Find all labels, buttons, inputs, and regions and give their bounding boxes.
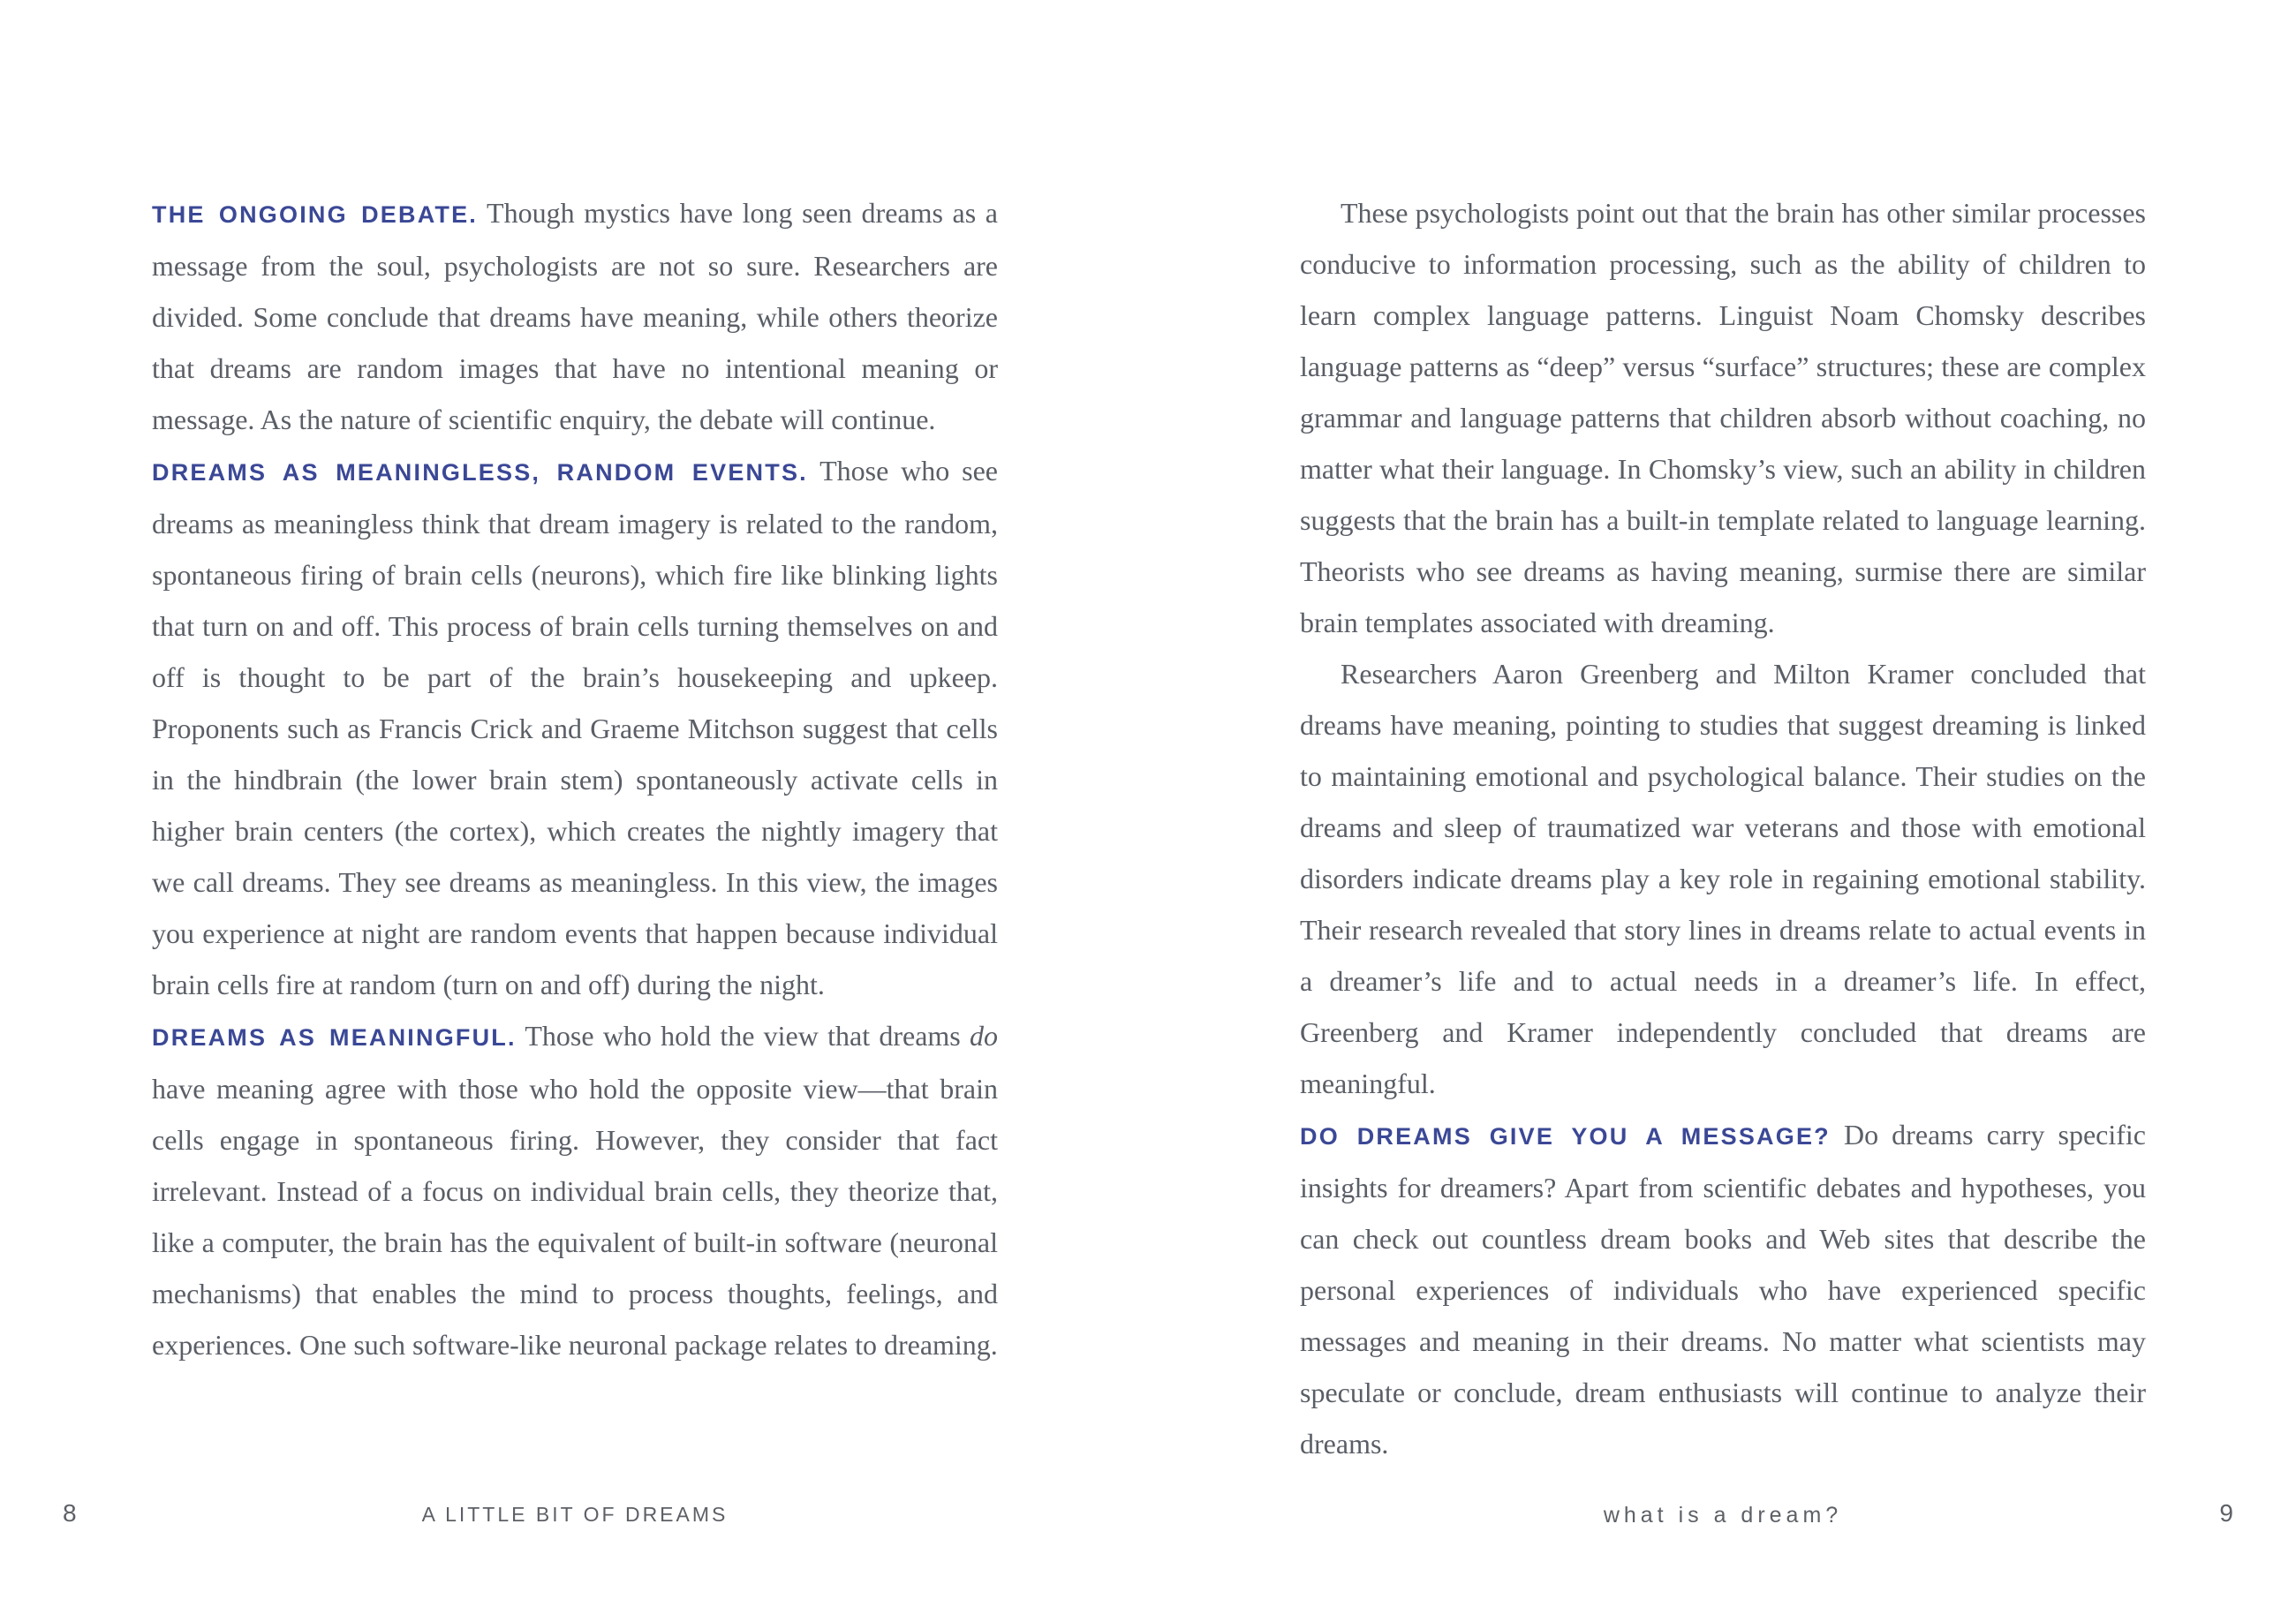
emphasized-word: do	[970, 1020, 999, 1052]
right-page-number: 9	[2219, 1499, 2233, 1527]
para-do-dreams-give-message	[1300, 1109, 2146, 1469]
para-the-ongoing-debate	[152, 187, 998, 445]
section-heading: DO DREAMS GIVE YOU A MESSAGE?	[1300, 1123, 1831, 1150]
body-text-run: Those who see dreams as meaningless think that dream imagery is related to the random, spontaneous firing of brain cells (neurons), which fire like blinking lights that turn on and off. This process of brain cells turning themselves on and off is thought to be part of the brain’s housekeeping and upkeep. Proponents such as Francis Crick and Graeme Mitchson suggest that cells in the hindbrain (the lower brain stem) spontaneously activate cells in higher brain centers (the cortex), which creates the nightly imagery that we call dreams. They see dreams as meaningless. In this view, the images you experience at night are random events that happen because individual brain cells fire at random (turn on and off) during the night.	[152, 455, 999, 1000]
para-these-psychologists	[1300, 187, 2146, 648]
body-text-run: Researchers Aaron Greenberg and Milton Kramer concluded that dreams have meaning, pointing to studies that suggest dreaming is linked to maintaining emotional and psychological balance. Their studies on the dreams and sleep of traumatized war veterans and those with emotional disorders indicate dreams play a key role in regaining emotional stability. Their research revealed that story lines in dreams relate to actual events in a dreamer’s life and to actual needs in a dreamer’s life. In effect, Greenberg and Kramer independently concluded that dreams are meaningful.	[1300, 658, 2146, 1099]
body-text-run: Do dreams carry specific insights for dreamers? Apart from scientific debates and hypotheses, you can check out countless dream books and Web sites that describe the personal experiences of individuals who have experienced specific messages and meaning in their dreams. No matter what scientists may speculate or conclude, dream enthusiasts will continue to analyze their dreams.	[1300, 1119, 2147, 1460]
section-heading: DREAMS AS MEANINGFUL.	[152, 1024, 517, 1051]
right-text-column	[1300, 187, 2146, 1469]
section-heading: DREAMS AS MEANINGLESS, RANDOM EVENTS.	[152, 459, 808, 486]
para-dreams-as-meaningful	[152, 1010, 998, 1370]
left-text-column	[152, 187, 998, 1370]
right-running-footer: what is a dream?	[1603, 1503, 1843, 1528]
left-running-footer: A LITTLE BIT OF DREAMS	[421, 1503, 729, 1526]
para-dreams-as-meaningless	[152, 445, 998, 1010]
body-text-run: Though mystics have long seen dreams as a message from the soul, psychologists are not so sure. Researchers are divided. Some conclude that dreams have meaning, while others theorize that dreams are random images that have no intentional meaning or message. As the nature of scientific enquiry, the debate will continue.	[152, 197, 998, 435]
body-text-run: These psychologists point out that the brain has other similar processes conducive to information processing, such as the ability of children to learn complex language patterns. Linguist Noam Chomsky describes language patterns as “deep” versus “surface” structures; these are complex grammar and language patterns that children absorb without coaching, no matter what their language. In Chomsky’s view, such an ability in children suggests that the brain has a built-in template related to language learning. Theorists who see dreams as having meaning, surmise there are similar brain templates associated with dreaming.	[1300, 197, 2146, 638]
right-page	[1148, 0, 2296, 1607]
left-page-number: 8	[63, 1499, 77, 1527]
para-researchers-greenberg-kramer	[1300, 648, 2146, 1109]
body-text-run: Those who hold the view that dreams	[516, 1020, 971, 1052]
section-heading: THE ONGOING DEBATE.	[152, 201, 479, 228]
body-text-run: have meaning agree with those who hold the opposite view—that brain cells engage in spontaneous firing. However, they consider that fact irrelevant. Instead of a focus on individual brain cells, they theorize that, like a computer, the brain has the equivalent of built-in software (neuronal mechanisms) that enables the mind to process thoughts, feelings, and experiences. One such software-like neuronal package relates to dreaming.	[152, 1073, 998, 1361]
